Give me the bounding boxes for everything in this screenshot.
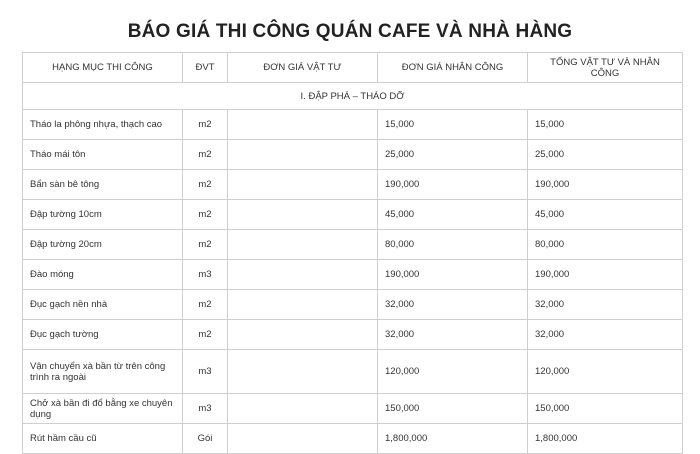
section-title: I. ĐẬP PHÁ – THÁO DỠ — [23, 83, 683, 110]
cell-unit: m2 — [183, 170, 228, 200]
table-row — [23, 140, 683, 170]
cell-total: 190,000 — [528, 170, 683, 200]
column-header-labor-price: ĐƠN GIÁ NHÂN CÔNG — [378, 53, 528, 83]
cell-item: Đập tường 10cm — [23, 200, 183, 230]
cell-unit: m2 — [183, 110, 228, 140]
cell-material-price — [228, 170, 378, 200]
cell-unit: m3 — [183, 350, 228, 394]
cell-total: 150,000 — [528, 394, 683, 424]
cell-labor-price: 150,000 — [378, 394, 528, 424]
cell-unit: m2 — [183, 140, 228, 170]
table-row — [23, 290, 683, 320]
cell-material-price — [228, 290, 378, 320]
table-row — [23, 260, 683, 290]
price-table — [22, 52, 683, 454]
column-header-unit: ĐVT — [183, 53, 228, 83]
cell-material-price — [228, 230, 378, 260]
table-row — [23, 230, 683, 260]
cell-material-price — [228, 350, 378, 394]
table-row — [23, 200, 683, 230]
table-row — [23, 424, 683, 454]
cell-labor-price: 15,000 — [378, 110, 528, 140]
cell-total: 15,000 — [528, 110, 683, 140]
cell-material-price — [228, 260, 378, 290]
cell-material-price — [228, 140, 378, 170]
cell-labor-price: 190,000 — [378, 170, 528, 200]
column-header-item: HẠNG MỤC THI CÔNG — [23, 53, 183, 83]
cell-material-price — [228, 394, 378, 424]
cell-unit: m3 — [183, 394, 228, 424]
cell-labor-price: 25,000 — [378, 140, 528, 170]
column-header-material-price: ĐƠN GIÁ VẬT TƯ — [228, 53, 378, 83]
page-title: BÁO GIÁ THI CÔNG QUÁN CAFE VÀ NHÀ HÀNG — [127, 21, 573, 42]
cell-material-price — [228, 424, 378, 454]
cell-total: 1,800,000 — [528, 424, 683, 454]
cell-item: Tháo mái tôn — [23, 140, 183, 170]
cell-item: Rút hầm cầu cũ — [23, 424, 183, 454]
cell-unit: m2 — [183, 290, 228, 320]
cell-material-price — [228, 110, 378, 140]
cell-item: Đục gạch nền nhà — [23, 290, 183, 320]
cell-labor-price: 1,800,000 — [378, 424, 528, 454]
header-row — [23, 53, 683, 83]
cell-total: 120,000 — [528, 350, 683, 394]
cell-total: 25,000 — [528, 140, 683, 170]
table-row — [23, 110, 683, 140]
cell-total: 190,000 — [528, 260, 683, 290]
table-row — [23, 320, 683, 350]
cell-total: 80,000 — [528, 230, 683, 260]
column-header-total: TỔNG VẬT TƯ VÀ NHÂN CÔNG — [528, 53, 683, 83]
cell-labor-price: 32,000 — [378, 320, 528, 350]
cell-total: 32,000 — [528, 320, 683, 350]
cell-item: Tháo la phông nhựa, thạch cao — [23, 110, 183, 140]
cell-total: 45,000 — [528, 200, 683, 230]
cell-labor-price: 45,000 — [378, 200, 528, 230]
cell-item: Bẩn sàn bê tông — [23, 170, 183, 200]
cell-total: 32,000 — [528, 290, 683, 320]
table-row — [23, 350, 683, 394]
table-row — [23, 170, 683, 200]
cell-unit: m2 — [183, 320, 228, 350]
cell-material-price — [228, 320, 378, 350]
cell-unit: m3 — [183, 260, 228, 290]
cell-item: Vận chuyển xà bần từ trên công trình ra ngoài — [23, 350, 183, 394]
cell-unit: m2 — [183, 230, 228, 260]
table-row — [23, 394, 683, 424]
cell-labor-price: 80,000 — [378, 230, 528, 260]
section-row — [23, 83, 683, 110]
cell-item: Chở xà bần đi đổ bằng xe chuyên dụng — [23, 394, 183, 424]
cell-labor-price: 120,000 — [378, 350, 528, 394]
cell-item: Đập tường 20cm — [23, 230, 183, 260]
cell-labor-price: 190,000 — [378, 260, 528, 290]
cell-unit: Gói — [183, 424, 228, 454]
cell-unit: m2 — [183, 200, 228, 230]
cell-item: Đào móng — [23, 260, 183, 290]
cell-item: Đục gạch tường — [23, 320, 183, 350]
cell-material-price — [228, 200, 378, 230]
cell-labor-price: 32,000 — [378, 290, 528, 320]
